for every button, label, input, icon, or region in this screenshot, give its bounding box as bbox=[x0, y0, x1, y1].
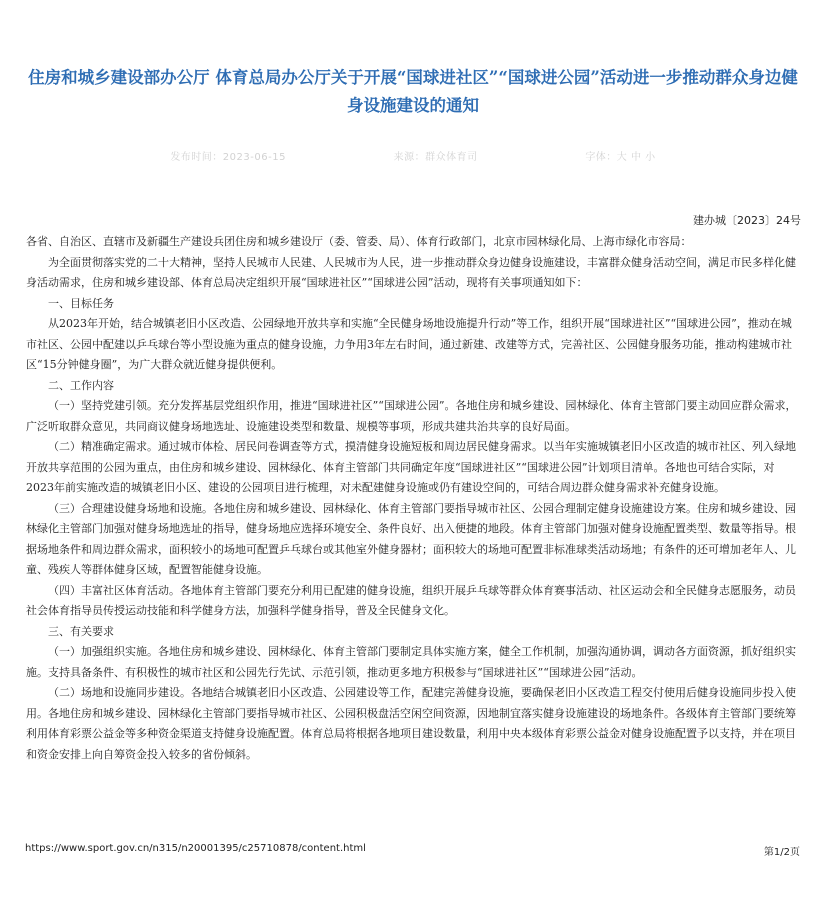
body-paragraph: （三）合理建设健身场地和设施。各地住房和城乡建设、园林绿化、体育主管部门要指导城市社区、公园合理制定健身设施建设方案。住房和城乡建设、园林绿化主管部门加强对健身场地选址的指导，健身场地应选择环境安全、条件良好、出入便捷的地段。体育主管部门加强对健身设施配置类型、数量等指导。根据场地条件和周边群众需求，面积较小的场地可配置乒乓球台或其他室外健身器材；面积较大的场地可配置非标准球类活动场地；有条件的还可增加老年人、儿童、残疾人等群体健身区域，配置智能健身设施。 bbox=[26, 501, 796, 576]
footer-url[interactable]: https://www.sport.gov.cn/n315/n20001395/c25710878/content.html bbox=[25, 843, 366, 854]
article-meta bbox=[0, 148, 826, 163]
body-paragraph: 从2023年开始，结合城镇老旧小区改造、公园绿地开放共享和实施“全民健身场地设施提升行动”等工作，组织开展“国球进社区”“国球进公园”，推动在城市社区、公园中配建以乒乓球台等小型设施为重点的健身设施，力争用3年左右时间，通过新建、改建等方式，完善社区、公园健身服务功能，推动构建城市社区“15分钟健身圈”，为广大群众就近健身提供便利。 bbox=[26, 317, 792, 371]
body-paragraph: （一）坚持党建引领。充分发挥基层党组织作用，推进“国球进社区”“国球进公园”。各地住房和城乡建设、园林绿化、体育主管部门要主动回应群众需求，广泛听取群众意见，共同商议健身场地选址、设施建设类型和数量、规模等事项，形成共建共治共享的良好局面。 bbox=[26, 399, 797, 433]
document-number: 建办城〔2023〕24号 bbox=[693, 214, 801, 227]
article-body bbox=[26, 232, 800, 765]
body-paragraph: （一）加强组织实施。各地住房和城乡建设、园林绿化、体育主管部门要制定具体实施方案，健全工作机制，加强沟通协调，调动各方面资源，抓好组织实施。支持具备条件、有积极性的城市社区和公园先行先试、示范引领，推动更多地方积极参与“国球进社区”“国球进公园”活动。 bbox=[26, 645, 796, 679]
section-heading: 二、工作内容 bbox=[48, 378, 114, 392]
page-number: 第1/2页 bbox=[763, 847, 800, 858]
body-paragraph: （二）场地和设施同步建设。各地结合城镇老旧小区改造、公园建设等工作，配建完善健身设施，要确保老旧小区改造工程交付使用后健身设施同步投入使用。各地住房和城乡建设、园林绿化主管部门要指导城市社区、公园积极盘活空闲空间资源，因地制宜落实健身设施建设的场地条件。各级体育主管部门要统筹利用体育彩票公益金等多种资金渠道支持健身设施配置。体育总局将根据各地项目建设数量，利用中央本级体育彩票公益金对健身设施配置予以支持，并在项目和资金安排上向自筹资金投入较多的省份倾斜。 bbox=[26, 686, 796, 761]
body-paragraph: （四）丰富社区体育活动。各地体育主管部门要充分利用已配建的健身设施，组织开展乒乓球等群众体育赛事活动、社区运动会和全民健身志愿服务，动员社会体育指导员传授运动技能和科学健身方法，加强科学健身指导，普及全民健身文化。 bbox=[26, 583, 796, 617]
section-heading: 一、目标任务 bbox=[48, 296, 114, 310]
intro-paragraph: 为全面贯彻落实党的二十大精神，坚持人民城市人民建、人民城市为人民，进一步推动群众身边健身设施建设，丰富群众健身活动空间，满足市民多样化健身活动需求，住房和城乡建设部、体育总局决定组织开展“国球进社区”“国球进公园”活动，现将有关事项通知如下： bbox=[26, 255, 796, 289]
section-heading: 三、有关要求 bbox=[48, 624, 114, 638]
body-paragraph: （二）精准确定需求。通过城市体检、居民问卷调查等方式，摸清健身设施短板和周边居民健身需求。以当年实施城镇老旧小区改造的城市社区、列入绿地开放共享范围的公园为重点，由住房和城乡建设、园林绿化、体育主管部门共同确定年度“国球进社区”“国球进公园”计划项目清单。各地也可结合实际，对2023年前实施改造的城镇老旧小区、建设的公园项目进行梳理，对未配建健身设施或仍有建设空间的，可结合周边群众健身需求补充健身设施。 bbox=[26, 440, 796, 494]
salutation: 各省、自治区、直辖市及新疆生产建设兵团住房和城乡建设厅（委、管委、局）、体育行政部门，北京市园林绿化局、上海市绿化市容局： bbox=[26, 235, 692, 248]
publish-time: 发布时间：2023-06-15 bbox=[170, 152, 286, 163]
page-title: 住房和城乡建设部办公厅 体育总局办公厅关于开展“国球进社区”“国球进公园”活动进一步推动群众身边健身设施建设的通知 bbox=[28, 68, 798, 115]
font-size-selector[interactable]: 字体：大 中 小 bbox=[585, 152, 656, 163]
article-source: 来源：群众体育司 bbox=[393, 152, 478, 163]
